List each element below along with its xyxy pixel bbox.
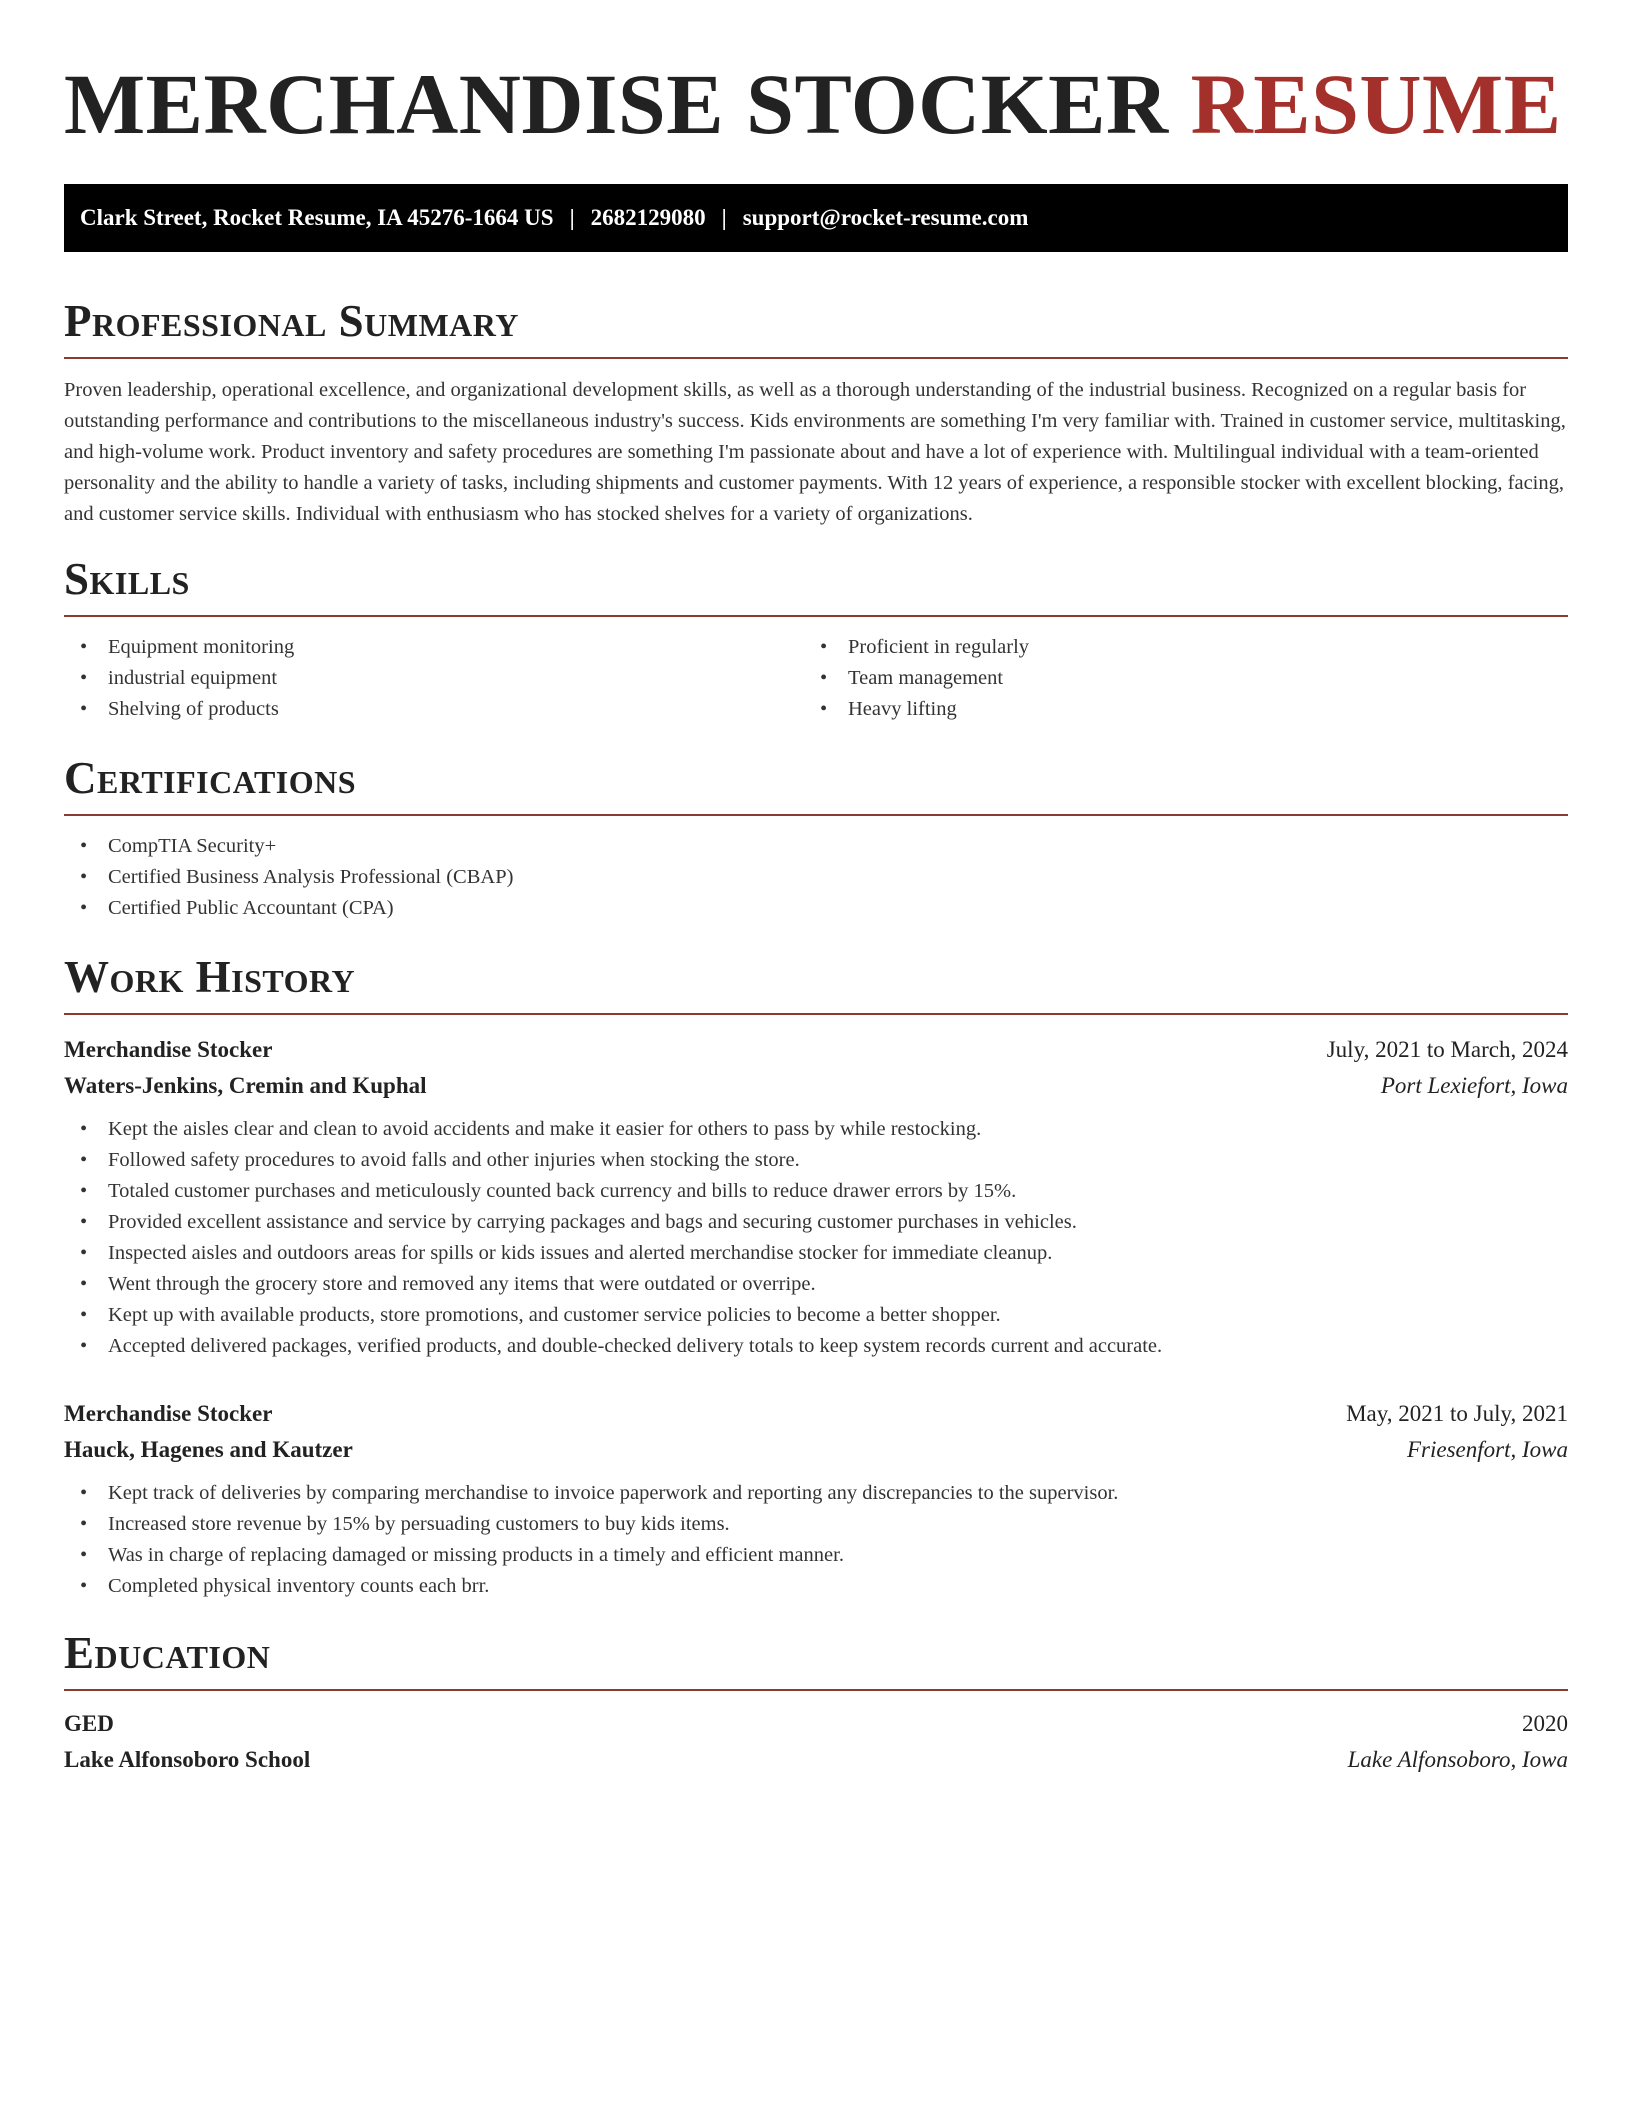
skill-item: • Heavy lifting — [804, 694, 1544, 725]
job-duty: • Totaled customer purchases and meticulously counted back currency and bills to reduce drawer errors by 15%. — [64, 1176, 1568, 1207]
summary-heading: Professional Summary — [64, 296, 519, 346]
summary-section — [64, 296, 1568, 530]
section-divider — [64, 615, 1568, 617]
work-history-heading: Work History — [64, 952, 356, 1002]
skills-heading: Skills — [64, 554, 190, 604]
skills-section — [64, 554, 1568, 725]
section-divider — [64, 814, 1568, 816]
skill-item: • Shelving of products — [64, 694, 804, 725]
job-location: Port Lexiefort, Iowa — [1380, 1073, 1568, 1098]
job-duties-list — [64, 1478, 1568, 1602]
job-dates: May, 2021 to July, 2021 — [1346, 1401, 1568, 1426]
title-accent: RESUME — [1190, 56, 1562, 152]
job-company-row — [64, 1068, 1568, 1104]
contact-separator: | — [569, 205, 575, 230]
skills-list-left — [64, 632, 804, 725]
certification-item: • CompTIA Security+ — [64, 831, 1568, 862]
job-duties-list — [64, 1114, 1568, 1362]
section-divider — [64, 1013, 1568, 1015]
job-duty: • Followed safety procedures to avoid falls and other injuries when stocking the store. — [64, 1145, 1568, 1176]
job-title-row — [64, 1032, 1568, 1068]
job-location: Friesenfort, Iowa — [1407, 1437, 1568, 1462]
certification-item: • Certified Business Analysis Professional (CBAP) — [64, 862, 1568, 893]
job-duty: • Accepted delivered packages, verified products, and double-checked delivery totals to keep system records current and accurate. — [64, 1331, 1568, 1362]
job-duty: • Kept the aisles clear and clean to avoid accidents and make it easier for others to pass by while restocking. — [64, 1114, 1568, 1145]
job-title-row — [64, 1396, 1568, 1432]
contact-email: support@rocket-resume.com — [742, 205, 1029, 230]
resume-title — [64, 56, 1568, 152]
section-divider — [64, 1689, 1568, 1691]
certifications-heading: Certifications — [64, 753, 357, 803]
skill-item: • industrial equipment — [64, 663, 804, 694]
summary-text: Proven leadership, operational excellence, and organizational development skills, as well as a thorough understanding of the industrial business. Recognized on a regular basis for outstanding performance and contributions to the miscellaneous industry's success. Kids environments are something I'm very familiar with. Trained in customer service, multitasking, and high-volume work. Product inventory and safety procedures are something I'm passionate about and have a lot of experience with. Multilingual individual with a team-oriented personality and the ability to handle a variety of tasks, including shipments and customer payments. With 12 years of experience, a responsible stocker with excellent blocking, facing, and customer service skills. Individual with enthusiasm who has stocked shelves for a variety of organizations. — [64, 379, 1566, 525]
certifications-list — [64, 831, 1568, 924]
job-company: Waters-Jenkins, Cremin and Kuphal — [64, 1073, 427, 1098]
job-duty: • Was in charge of replacing damaged or missing products in a timely and efficient manner. — [64, 1540, 1568, 1571]
skill-item: • Team management — [804, 663, 1544, 694]
job-entry — [64, 1032, 1568, 1362]
education-entry — [64, 1706, 1568, 1778]
contact-bar — [64, 184, 1568, 252]
education-section — [64, 1628, 1568, 1778]
education-degree: GED — [64, 1711, 114, 1736]
skill-item: • Proficient in regularly — [804, 632, 1544, 663]
contact-address: Clark Street, Rocket Resume, IA 45276-1664 US — [80, 205, 554, 230]
certification-item: • Certified Public Accountant (CPA) — [64, 893, 1568, 924]
skills-grid — [64, 632, 1568, 725]
section-divider — [64, 357, 1568, 359]
work-history-section — [64, 952, 1568, 1602]
job-duty: • Kept track of deliveries by comparing merchandise to invoice paperwork and reporting any discrepancies to the supervisor. — [64, 1478, 1568, 1509]
education-school-row — [64, 1742, 1568, 1778]
job-duty: • Kept up with available products, store promotions, and customer service policies to become a better shopper. — [64, 1300, 1568, 1331]
job-entry — [64, 1396, 1568, 1602]
job-duty: • Provided excellent assistance and service by carrying packages and bags and securing customer purchases in vehicles. — [64, 1207, 1568, 1238]
education-school: Lake Alfonsoboro School — [64, 1747, 311, 1772]
contact-separator: | — [721, 205, 727, 230]
job-duty: • Inspected aisles and outdoors areas for spills or kids issues and alerted merchandise stocker for immediate cleanup. — [64, 1238, 1568, 1269]
job-duty: • Completed physical inventory counts each brr. — [64, 1571, 1568, 1602]
job-title: Merchandise Stocker — [64, 1401, 273, 1426]
certifications-section — [64, 753, 1568, 924]
job-company: Hauck, Hagenes and Kautzer — [64, 1437, 353, 1462]
job-duty: • Went through the grocery store and removed any items that were outdated or overripe. — [64, 1269, 1568, 1300]
skills-list-right — [804, 632, 1544, 725]
education-year: 2020 — [1522, 1711, 1568, 1736]
education-location: Lake Alfonsoboro, Iowa — [1347, 1747, 1568, 1772]
education-degree-row — [64, 1706, 1568, 1742]
education-heading: Education — [64, 1628, 271, 1678]
title-main: MERCHANDISE STOCKER — [64, 56, 1169, 152]
job-company-row — [64, 1432, 1568, 1468]
job-title: Merchandise Stocker — [64, 1037, 273, 1062]
skill-item: • Equipment monitoring — [64, 632, 804, 663]
job-dates: July, 2021 to March, 2024 — [1326, 1037, 1568, 1062]
job-duty: • Increased store revenue by 15% by persuading customers to buy kids items. — [64, 1509, 1568, 1540]
contact-phone: 2682129080 — [590, 205, 706, 230]
